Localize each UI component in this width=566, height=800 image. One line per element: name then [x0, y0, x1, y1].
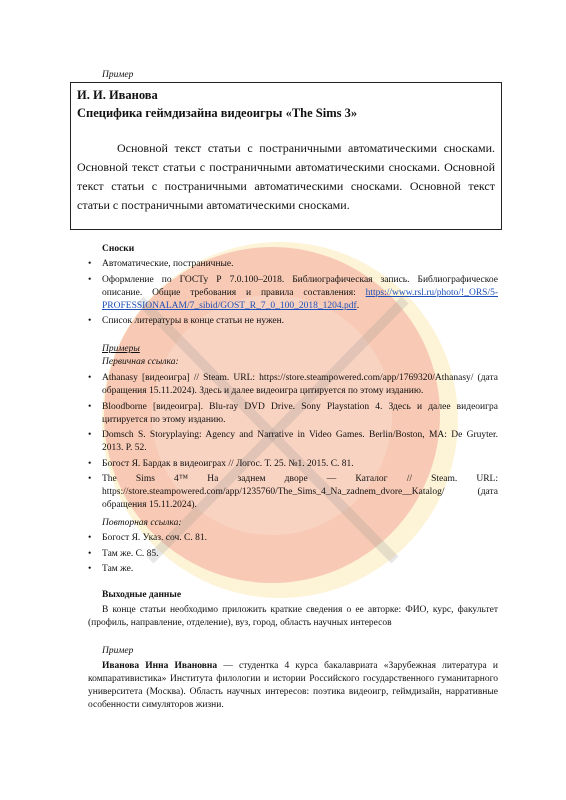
bio-text: — студентка 4 курса бакалавриата «Зарубежная литература и компаративистика» Института филологии и истории Российского государственного гуманитарного университета (Москва). Область научных интересов: поэтика видеоигр, геймдизайн, нарративные особенности симуляторов жизни.: [88, 661, 498, 710]
list-item: • The Sims 4™ На заднем дворе — Каталог // Steam. URL: https://store.steampowered.com/app/1235760/The_Sims_4_Na_zadnem_dvore__Katalog/ (дата обращения 15.11.2024).: [88, 473, 498, 512]
list-item: • Там же.: [88, 563, 498, 576]
list-item: • Автоматические, постраничные.: [88, 258, 498, 271]
primary-refs-list: [88, 372, 498, 515]
list-item: • Bloodborne [видеоигра]. Blu-ray DVD Drive. Sony Playstation 4. Здесь и далее видеоигра цитируется по этому изданию.: [88, 401, 498, 427]
examples-heading: Примеры: [102, 344, 140, 354]
gost-link[interactable]: https://www.rsl.ru/photo/!_ORS/5-PROFESSIONALAM/7_sibid/GOST_R_7_0_100_2018_1204.pdf: [102, 287, 498, 311]
article-title: Специфика геймдизайна видеоигры «The Sims 3»: [77, 106, 358, 120]
output-data-text: В конце статьи необходимо приложить краткие сведения о ее авторке: ФИО, курс, факультет (профиль, направление, отделение), вуз, город, область научных интересов: [88, 605, 498, 628]
primary-ref-label: Первичная ссылка:: [102, 357, 179, 367]
footnotes-heading: Сноски: [102, 244, 135, 254]
list-item: • Список литературы в конце статьи не нужен.: [88, 315, 498, 328]
list-item: • Оформление по ГОСТу Р 7.0.100–2018. Библиографическая запись. Библиографическое описание. Общие требования и правила составления: https://www.rsl.ru/photo/!_ORS/5-PROFESSIONALAM/7_sibid/GOST_R_7_0_100_2018_1204.pdf.: [88, 274, 498, 313]
list-item: • Богост Я. Указ. соч. С. 81.: [88, 532, 498, 545]
example-label: Пример: [102, 646, 134, 656]
article-body-text: Основной текст статьи с постраничными автоматическими сносками. Основной текст статьи с постраничными автоматическими сносками. Основной текст статьи с постраничными автоматическими сносками. Основной текст статьи с постраничными автоматическими сносками.: [77, 141, 495, 212]
list-item: • Domsch S. Storyplaying: Agency and Narrative in Video Games. Berlin/Boston, MA: De Gruyter. 2013. P. 52.: [88, 429, 498, 455]
author-bio: [88, 660, 498, 712]
bio-name: Иванова Инна Ивановна: [102, 661, 218, 671]
example-label: Пример: [102, 70, 134, 80]
repeat-refs-list: [88, 532, 498, 579]
list-item: • Богост Я. Бардак в видеоиграх // Логос. Т. 25. №1. 2015. С. 81.: [88, 458, 498, 471]
article-sample-box: [70, 82, 502, 230]
footnotes-list: [88, 258, 498, 331]
list-item: • Там же. С. 85.: [88, 548, 498, 561]
repeat-ref-label: Повторная ссылка:: [102, 518, 182, 528]
output-data-heading: Выходные данные: [102, 590, 182, 600]
author-name: И. И. Иванова: [77, 88, 158, 102]
list-item: • Athanasy [видеоигра] // Steam. URL: https://store.steampowered.com/app/1769320/Athanasy/ (дата обращения 15.11.2024). Здесь и далее видеоигра цитируется по этому изданию.: [88, 372, 498, 398]
